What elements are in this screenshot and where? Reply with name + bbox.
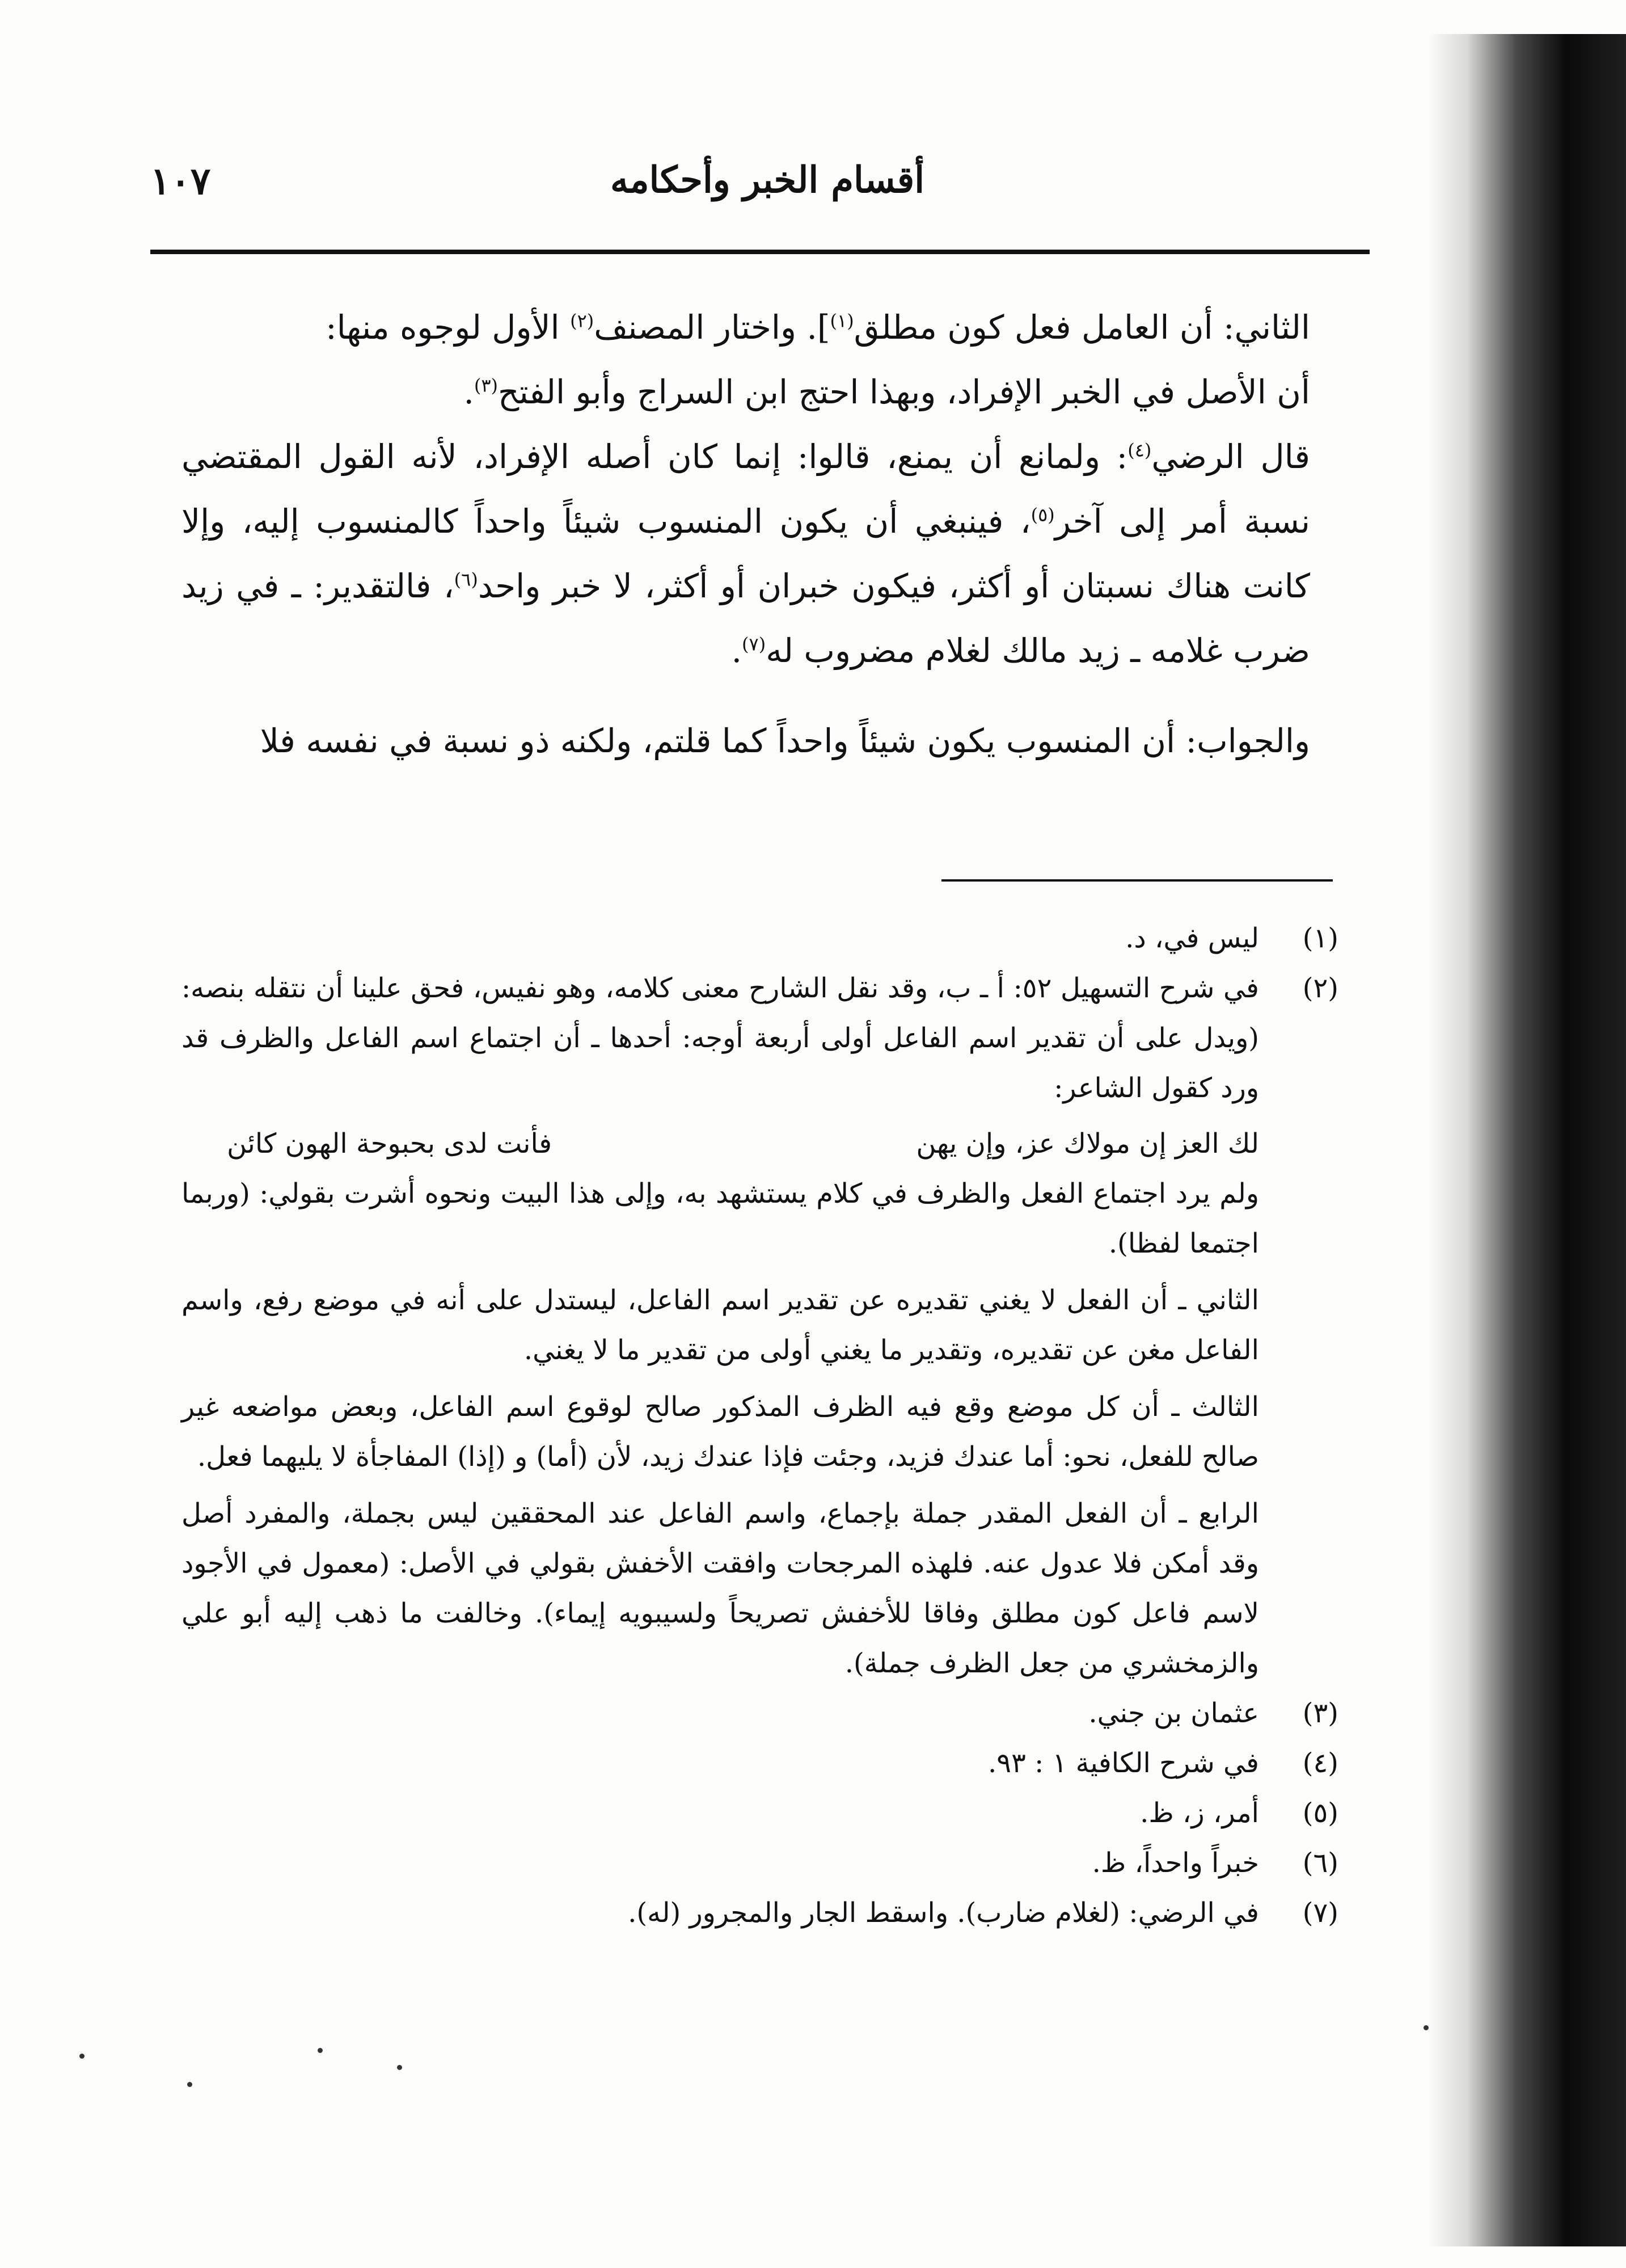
footnote-ref: (٥) [1030, 504, 1055, 526]
footnote-7 [181, 1888, 1338, 1938]
footnote-rule [941, 879, 1333, 882]
scan-speck [79, 2054, 85, 2059]
footnote-text: خبراً واحداً، ظ. [1092, 1847, 1259, 1879]
footnote-6 [181, 1838, 1338, 1888]
text-run: الثاني: أن العامل فعل كون مطلق [854, 308, 1310, 347]
book-binding-shadow [1427, 34, 1626, 2246]
footnote-text: الرابع ـ أن الفعل المقدر جملة بإجماع، واسم الفاعل عند المحققين ليس بجملة، والمفرد أصل وقد أمكن فلا عدول عنه. فلهذه المرجحات وافقت الأخفش بقولي في الأصل: (معمول في الأجود لاسم فاعل كون مطلق وفاقا للأخفش تصريحاً ولسيبويه إيماء). وخالفت ما ذهب إليه أبو علي والزمخشري من جعل الظرف جملة). [181, 1498, 1259, 1679]
footnote-ref: (٧) [742, 633, 766, 655]
footnote-1 [181, 913, 1338, 963]
scan-speck [318, 2048, 323, 2053]
footnote-number: (٧) [1302, 1897, 1338, 1929]
footnote-ref: (٢) [570, 310, 594, 332]
footnote-text: أمر، ز، ظ. [1140, 1797, 1259, 1829]
footnote-number: (٥) [1302, 1797, 1338, 1829]
main-text [181, 295, 1310, 773]
footnote-ref: (٣) [474, 374, 499, 397]
footnote-text: الثاني ـ أن الفعل لا يغني تقديره عن تقدير اسم الفاعل، ليستدل على أنه في موضع رفع، واسم الفاعل مغن عن تقديره، وتقدير ما يغني أولى من تقدير ما لا يغني. [181, 1284, 1259, 1366]
footnote-text: في شرح الكافية ١ : ٩٣. [988, 1747, 1259, 1779]
running-header [150, 153, 1370, 216]
footnote-number: (٦) [1302, 1847, 1338, 1879]
page-number: ١٠٧ [150, 159, 211, 203]
footnote-ref: (٦) [454, 568, 478, 591]
footnote-ref: (١) [830, 310, 854, 332]
verse-hemistich-1: لك العز إن مولاك عز، وإن يهن [916, 1128, 1259, 1160]
footnote-2 [181, 963, 1338, 1688]
text-run: ، فينبغي أن يكون المنسوب شيئاً واحداً كالمنسوب إليه، وإلا كانت هناك نسبتان أو أكثر، فيكون خبران أو أكثر، لا خبر واحد [181, 502, 1310, 605]
text-run: الأول لوجوه منها: [326, 308, 571, 347]
footnote-number: (٤) [1302, 1747, 1338, 1779]
text-run: . [731, 631, 742, 670]
page-title: أقسام الخبر وأحكامه [610, 159, 924, 201]
footnote-4 [181, 1738, 1338, 1788]
footnote-5 [181, 1788, 1338, 1838]
poetry-verse [181, 1119, 1259, 1169]
scan-speck [397, 2065, 402, 2070]
text-run: . [463, 373, 474, 411]
footnote-3 [181, 1688, 1338, 1738]
paragraph-4: والجواب: أن المنسوب يكون شيئاً واحداً كما قلتم، ولكنه ذو نسبة في نفسه فلا [260, 722, 1310, 760]
footnotes [181, 913, 1338, 1938]
text-run: قال الرضي [1151, 437, 1310, 476]
paragraph-1 [181, 295, 1310, 360]
footnote-text: في شرح التسهيل ٥٢: أ ـ ب، وقد نقل الشارح معنى كلامه، وهو نفيس، فحق علينا أن نتقله بنصه: (ويدل على أن تقدير اسم الفاعل أولى أربعة أوجه: أحدها ـ أن اجتماع اسم الفاعل والظرف قد ورد كقول الشاعر: [181, 972, 1260, 1104]
footnote-ref: (٤) [1127, 439, 1152, 461]
paragraph-3 [181, 424, 1310, 683]
header-rule [150, 250, 1370, 254]
footnote-text: ولم يرد اجتماع الفعل والظرف في كلام يستشهد به، وإلى هذا البيت ونحوه أشرت بقولي: (وربما اجتمعا لفظا). [181, 1178, 1260, 1259]
footnote-number: (٣) [1302, 1697, 1338, 1729]
scan-speck [1424, 2025, 1429, 2030]
verse-hemistich-2: فأنت لدى بحبوحة الهون كائن [227, 1128, 552, 1160]
paragraph-2 [181, 360, 1310, 424]
footnote-text: في الرضي: (لغلام ضارب). واسقط الجار والمجرور (له). [628, 1897, 1259, 1929]
text-run: ، فالتقدير: ـ في زيد ضرب غلامه ـ زيد مالك لغلام مضروب له [181, 567, 1310, 670]
footnote-text: عثمان بن جني. [1088, 1697, 1259, 1729]
footnote-text: الثالث ـ أن كل موضع وقع فيه الظرف المذكور صالح لوقوع اسم الفاعل، وبعض مواضعه غير صالح للفعل، نحو: أما عندك فزيد، وجئت فإذا عندك زيد، لأن (أما) و (إذا) المفاجأة لا يليهما فعل. [181, 1391, 1259, 1473]
footnote-number: (٢) [1302, 972, 1338, 1004]
scan-speck [187, 2082, 192, 2087]
footnote-number: (١) [1302, 922, 1338, 954]
footnote-text: ليس في، د. [1125, 922, 1259, 954]
text-run: : ولمانع أن يمنع، قالوا: إنما كان أصله الإفراد، لأنه القول المقتضي نسبة أمر إلى آخر [181, 437, 1310, 541]
text-run: أن الأصل في الخبر الإفراد، وبهذا احتج ابن السراج وأبو الفتح [498, 373, 1310, 411]
text-run: ]. واختار المصنف [594, 308, 830, 347]
